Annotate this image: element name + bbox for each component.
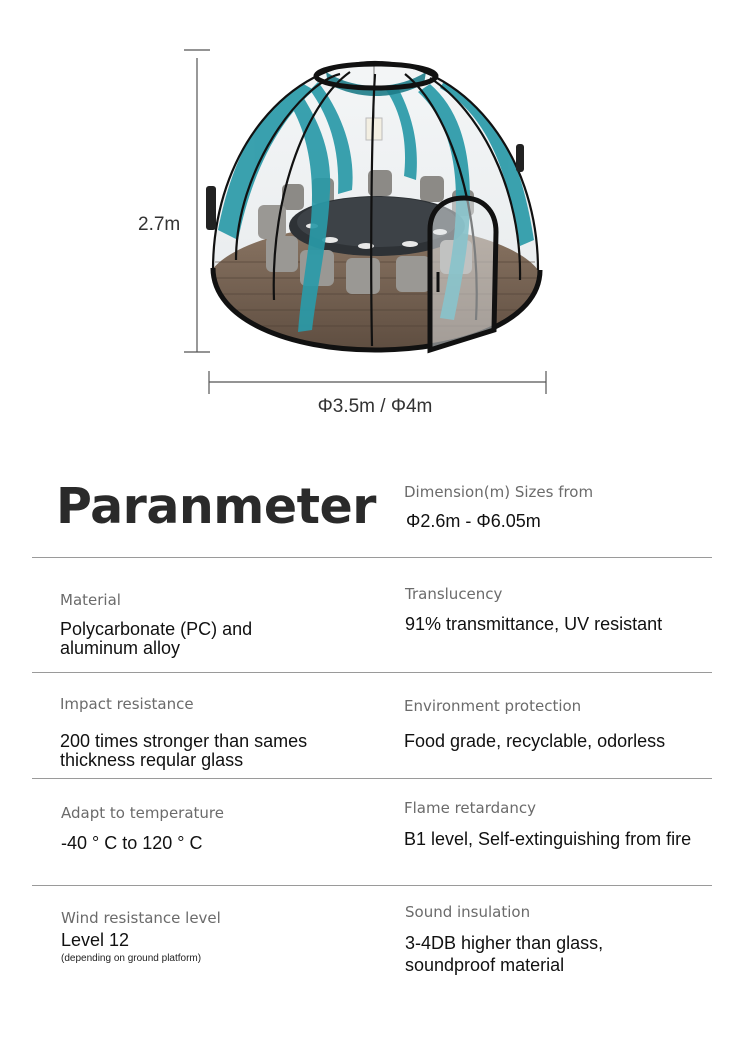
sound-value-line1: 3-4DB higher than glass, [405, 933, 604, 953]
material-label: Material [60, 591, 121, 609]
wind-value: Level 12 [61, 930, 130, 950]
impact-label: Impact resistance [60, 695, 194, 713]
page-title: Paranmeter [56, 478, 376, 535]
divider [32, 885, 712, 886]
flame-value: B1 level, Self-extinguishing from fire [404, 829, 692, 849]
wind-note: (depending on ground platform) [61, 953, 202, 964]
translucency-value: 91% transmittance, UV resistant [405, 614, 663, 634]
diameter-dimension-line [209, 371, 546, 394]
height-label: 2.7m [138, 214, 181, 235]
temperature-value: -40 ° C to 120 ° C [61, 833, 203, 853]
sound-label: Sound insulation [405, 903, 531, 921]
dimension-label: Dimension(m) Sizes from [404, 483, 594, 501]
side-vent-left [206, 186, 216, 230]
dome-interior [200, 50, 550, 360]
flame-label: Flame retardancy [404, 799, 536, 817]
temperature-label: Adapt to temperature [61, 804, 224, 822]
sound-value-line2: soundproof material [405, 955, 565, 975]
material-value-line1: Polycarbonate (PC) and [60, 619, 253, 639]
diameter-label: Φ3.5m / Φ4m [317, 396, 433, 417]
dome-product-figure [0, 0, 747, 430]
bubble-dome-illustration [0, 0, 747, 430]
divider [32, 557, 712, 558]
environment-label: Environment protection [404, 697, 582, 715]
impact-value-line2: thickness reqular glass [60, 750, 244, 770]
wind-label: Wind resistance level [61, 909, 221, 927]
divider [32, 778, 712, 779]
translucency-label: Translucency [405, 585, 503, 603]
dimension-value: Φ2.6m - Φ6.05m [406, 511, 541, 531]
environment-value: Food grade, recyclable, odorless [404, 731, 666, 751]
impact-value-line1: 200 times stronger than sames [60, 731, 308, 751]
dome-door [430, 198, 496, 350]
divider [32, 672, 712, 673]
material-value-line2: aluminum alloy [60, 638, 181, 658]
